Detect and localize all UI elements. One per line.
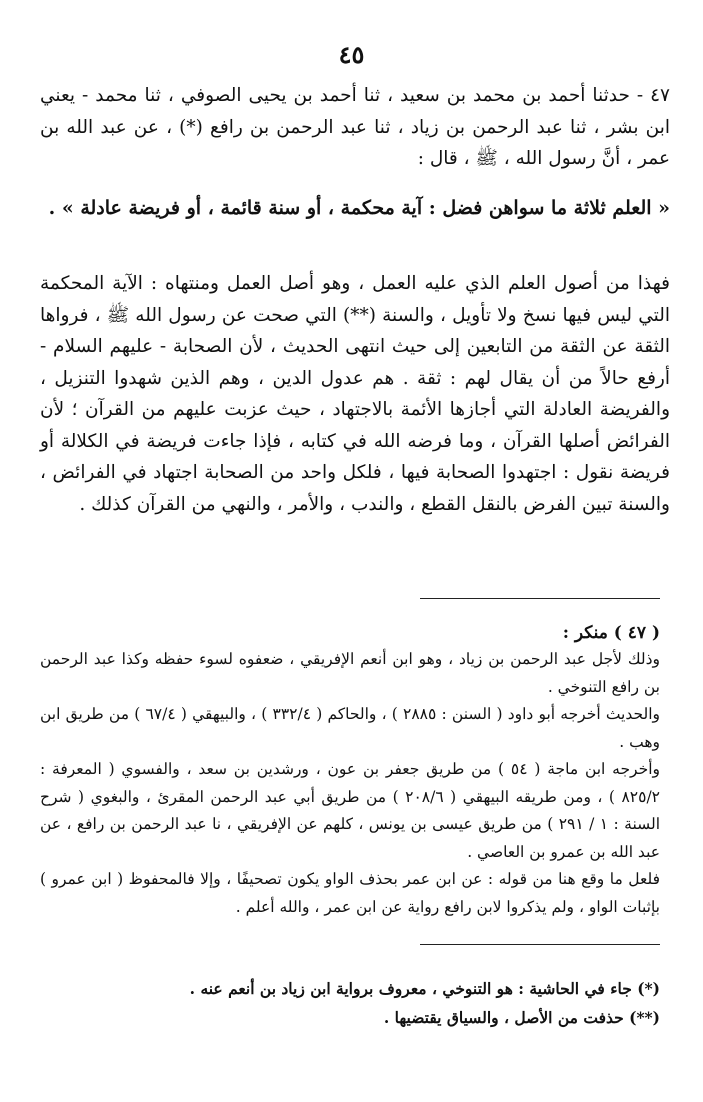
- footnote-body: [40, 646, 660, 921]
- footnote-heading: ( ٤٧ ) منكر :: [562, 623, 660, 643]
- footnote-paragraph: وأخرجه ابن ماجة ( ٥٤ ) من طريق جعفر بن عون ، ورشدين بن سعد ، والفسوي ( المعرفة : ٨٢٥/٢ ) ، ومن طريقه البيهقي ( ٢٠٨/٦ ) من طريق أبي عبد الرحمن المقرئ ، والبغوي ( شرح السنة : ١ / ٢٩١ ) من طريق عيسى بن يونس ، كلهم عن الإفريقي ، نا عبد الرحمن بن رافع ، عن عبد الله بن عمرو بن العاصي .: [40, 760, 661, 861]
- notes-separator: [420, 944, 660, 945]
- margin-notes: [40, 974, 660, 1032]
- footnote-paragraph: والحديث أخرجه أبو داود ( السنن : ٢٨٨٥ ) ، والحاكم ( ٣٣٢/٤ ) ، والبيهقي ( ٦٧/٤ ) من طريق ابن وهب .: [40, 705, 661, 751]
- margin-note: (**) حذفت من الأصل ، والسياق يقتضيها .: [383, 1008, 660, 1027]
- hadith-isnad: ٤٧ - حدثنا أحمد بن محمد بن سعيد ، ثنا أحمد بن يحيى الصوفي ، ثنا محمد - يعني ابن بشر ، ثنا عبد الرحمن بن زياد ، ثنا عبد الرحمن بن رافع (*) ، عن عبد الله بن عمر ، أنَّ رسول الله ، ﷺ ، قال :: [40, 85, 670, 169]
- footnote-paragraph: فلعل ما وقع هنا من قوله : عن ابن عمر بحذف الواو يكون تصحيفًا ، وإلا فالمحفوظ ( ابن عمرو ) بإثبات الواو ، ولم يذكروا لابن رافع رواية عن ابن عمر ، والله أعلم .: [40, 870, 660, 916]
- footnote-separator: [420, 598, 660, 599]
- footnote-paragraph: وذلك لأجل عبد الرحمن بن زياد ، وهو ابن أنعم الإفريقي ، ضعفوه لسوء حفظه وكذا عبد الرحمن بن رافع التنوخي .: [40, 650, 660, 696]
- commentary-paragraph: فهذا من أصول العلم الذي عليه العمل ، وهو أصل العمل ومنتهاه : الآية المحكمة التي ليس فيها نسخ ولا تأويل ، والسنة (**) التي صحت عن رسول الله ﷺ ، فرواها الثقة عن الثقة من التابعين إلى حيث انتهى الحديث ، لأن الصحابة - عليهم السلام - أرفع حالاً من أن يقال لهم : ثقة . هم عدول الدين ، وهم الذين شهدوا التنزيل ، والفريضة العادلة التي أجازها الأئمة بالاجتهاد ، حيث عزبت عليهم من القرآن ؛ لأن الفرائض أصلها القرآن ، وما فرضه الله في كتابه ، فإذا جاءت فريضة في الكلالة أو فريضة نقول : اجتهدوا الصحابة فيها ، فلكل واحد من الصحابة اجتهاد في الفرائض ، والسنة تبين الفرض بالنقل القطع ، والندب ، والأمر ، والنهي من القرآن كذلك .: [40, 273, 670, 515]
- hadith-matn: « العلم ثلاثة ما سواهن فضل : آية محكمة ، أو سنة قائمة ، أو فريضة عادلة » .: [48, 197, 670, 219]
- page-number: ٤٥: [338, 40, 365, 69]
- margin-note: (*) جاء في الحاشية : هو التنوخي ، معروف برواية ابن زياد بن أنعم عنه .: [189, 979, 660, 998]
